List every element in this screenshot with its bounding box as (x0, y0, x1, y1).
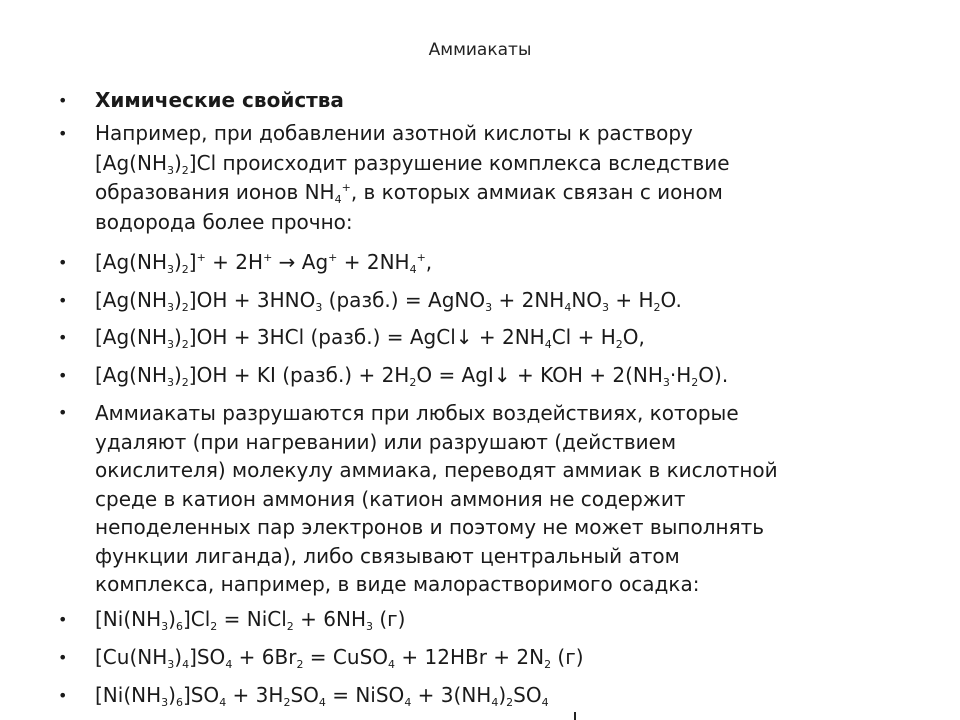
bullet-intro: • Например, при добавлении азотной кислоты к раствору $[Ag(NH_3)_2]Cl$ происходит разрушение комплекса вследствие образования ионов $NH_4^+$, в которых аммиак связан с ионом водорода более прочно: (95, 119, 915, 237)
bullet-equation-6: • $[Cu(NH_3)_4]SO_4 + 6Br_2$ = CuSO$_4$ + $12HBr + 2N_2$ (г) (95, 643, 915, 672)
bullet-equation-5: • $[Ni(NH_3)_6]Cl_2$ = NiCl$_2$ + $6NH_3$ (г) (95, 605, 915, 634)
bullet-equation-7: • $[Ni(NH_3)_6]SO_4 + 3H_2SO_4$ = NiSO$_4$ + $3(NH_4)_2SO_4$ (95, 681, 915, 710)
bullet-equation-3: • $[Ag(NH_3)_2]OH + 3HCl$ (разб.) = AgCl↓ + $2NH_4Cl + H_2O$, (95, 323, 915, 352)
cropped-text-fragment (574, 712, 576, 720)
bullet-equation-4: • $[Ag(NH_3)_2]OH$ + KI (разб.) + $2H_2O$ = AgI↓ + KOH + $2(NH_3\cdot H_2O)$. (95, 361, 915, 390)
bullet-paragraph: • Аммиакаты разрушаются при любых воздействиях, которые удаляют (при нагревании) или разрушают (действием окислителя) молекулу аммиака, переводят аммиак в кислотной среде в катион аммония (катион аммония не содержит неподеленных пар электронов и поэтому не может выполнять функции лиганда), либо связывают центральный атом комплекса, например, в виде малорастворимого осадка: (95, 399, 915, 599)
bullet-equation-1: • $[Ag(NH_3)_2]^+ + 2H^+ \to Ag^+ + 2NH_4^+$, (95, 248, 915, 277)
bullet-equation-2: • $[Ag(NH_3)_2]OH + 3HNO_3$ (разб.) = AgNO$_3$ + $2NH_4NO_3 + H_2O$. (95, 286, 915, 315)
slide-title: Аммиакаты (428, 40, 532, 60)
bullet-heading: • Химические свойства (95, 86, 915, 115)
